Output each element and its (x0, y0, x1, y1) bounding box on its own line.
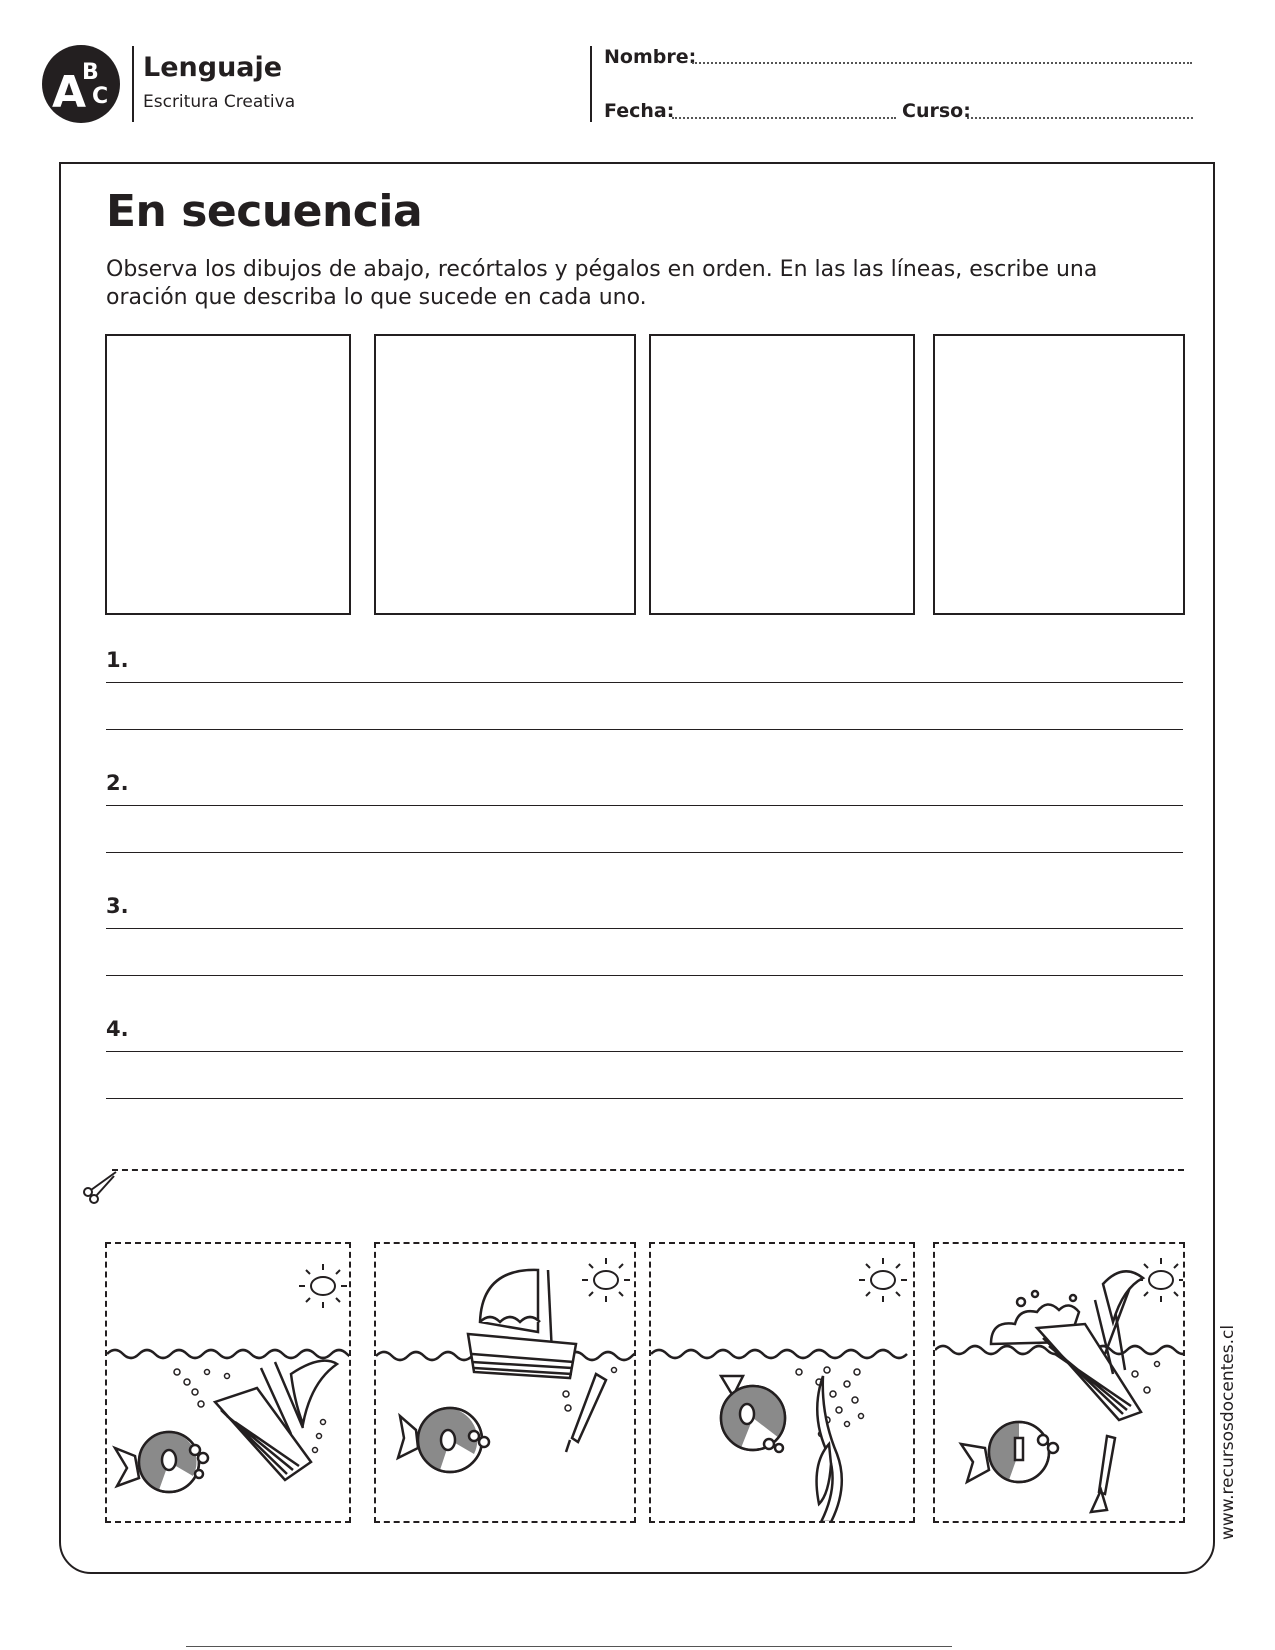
cutout-card-2[interactable] (374, 1242, 636, 1523)
answer-number-4: 4. (106, 1017, 129, 1041)
seaweed-icon (817, 1376, 842, 1522)
fish-icon (720, 1376, 786, 1452)
curso-field[interactable] (967, 117, 1193, 119)
svg-text:C: C (92, 84, 109, 109)
footer-rule (186, 1646, 952, 1647)
cut-line (112, 1169, 1184, 1171)
nombre-field[interactable] (692, 62, 1192, 64)
wave-icon (651, 1350, 907, 1358)
answer-line[interactable] (106, 682, 1183, 683)
answer-line[interactable] (106, 1098, 1183, 1099)
paste-box-3[interactable] (649, 334, 915, 615)
cutout-card-4[interactable] (933, 1242, 1185, 1523)
bottle-icon (1091, 1436, 1115, 1512)
paste-box-1[interactable] (105, 334, 351, 615)
answer-line[interactable] (106, 729, 1183, 730)
subject-subtitle: Escritura Creativa (143, 92, 296, 112)
sailboat-icon (468, 1270, 576, 1378)
abc-logo-icon (42, 45, 120, 123)
fish-icon (115, 1432, 208, 1492)
fish-icon (398, 1408, 489, 1472)
sunken-boat-icon (215, 1361, 337, 1480)
answer-line[interactable] (106, 928, 1183, 929)
bottle-icon (566, 1374, 606, 1452)
fish-icon (961, 1422, 1058, 1482)
svg-text:A: A (52, 67, 87, 118)
bubbles-icon (796, 1367, 864, 1437)
subject-title: Lenguaje (143, 52, 283, 83)
curso-label: Curso: (902, 100, 971, 122)
fecha-label: Fecha: (604, 100, 675, 122)
sun-icon (1137, 1258, 1185, 1302)
sun-icon (859, 1258, 907, 1302)
cutout-card-1[interactable] (105, 1242, 351, 1523)
wave-icon (107, 1350, 351, 1358)
answer-number-2: 2. (106, 771, 129, 795)
answer-number-1: 1. (106, 648, 129, 672)
sun-icon (299, 1264, 347, 1308)
cutout-card-3[interactable] (649, 1242, 915, 1523)
scissors-icon (80, 1170, 118, 1204)
answer-line[interactable] (106, 805, 1183, 806)
answer-line[interactable] (106, 852, 1183, 853)
sun-icon (582, 1258, 630, 1302)
nombre-label: Nombre: (604, 46, 697, 68)
fecha-field[interactable] (672, 117, 896, 119)
crashing-boat-icon (1037, 1271, 1143, 1420)
header-divider (132, 46, 134, 122)
fields-divider (590, 46, 592, 122)
answer-number-3: 3. (106, 894, 129, 918)
svg-text:B: B (82, 60, 99, 85)
paste-box-2[interactable] (374, 334, 636, 615)
worksheet-title: En secuencia (106, 186, 423, 237)
answer-line[interactable] (106, 975, 1183, 976)
instructions-text: Observa los dibujos de abajo, recórtalos y pégalos en orden. En las las líneas, escribe una oración que describa lo que sucede en cada uno. (106, 257, 1098, 310)
website-url: www.recursosdocentes.cl (1218, 1324, 1238, 1540)
answer-line[interactable] (106, 1051, 1183, 1052)
paste-box-4[interactable] (933, 334, 1185, 615)
